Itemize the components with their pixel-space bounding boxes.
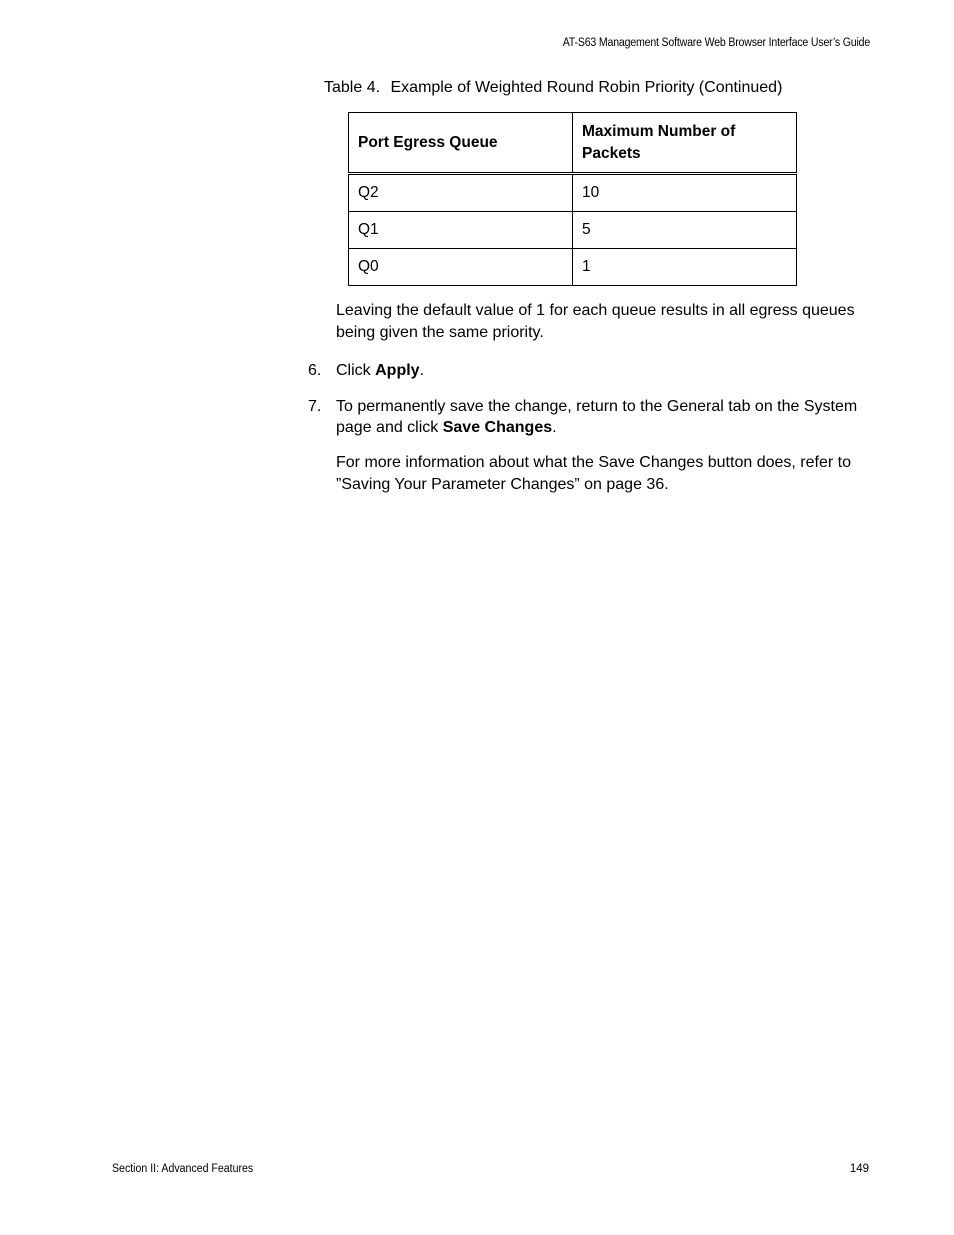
paragraph-more-information: For more information about what the Save Changes button does, refer to ”Saving Your Parameter Changes” on page 36. (336, 454, 851, 493)
step-text (336, 396, 866, 438)
table-caption (324, 79, 782, 97)
apply-label: Apply (375, 362, 420, 379)
table-row (349, 174, 797, 212)
column-header-port-egress-queue: Port Egress Queue (349, 113, 573, 174)
table-row (349, 212, 797, 249)
cell-queue: Q2 (349, 174, 573, 212)
step-number: 7. (308, 398, 322, 415)
step-text-prefix: To permanently save the change, return to the General tab on the System page and click (336, 398, 858, 436)
cell-max-packets: 5 (573, 212, 797, 249)
step-text-prefix: Click (336, 362, 376, 379)
cell-max-packets: 1 (573, 249, 797, 286)
step-text-suffix: . (419, 362, 425, 379)
footer-page-number: 149 (849, 1163, 869, 1175)
step-text-suffix: . (552, 419, 557, 436)
cell-queue: Q1 (349, 212, 573, 249)
weighted-round-robin-table (348, 112, 797, 286)
table-header-row (349, 113, 797, 174)
cell-max-packets: 10 (573, 174, 797, 212)
step-number: 6. (308, 362, 322, 379)
running-header: AT-S63 Management Software Web Browser Interface User’s Guide (562, 37, 870, 49)
table-caption-title: Example of Weighted Round Robin Priority (Continued) (390, 79, 783, 96)
footer-section-title: Section II: Advanced Features (112, 1163, 254, 1175)
table-caption-label: Table 4. (324, 79, 381, 96)
column-header-max-packets: Maximum Number of Packets (573, 113, 797, 174)
paragraph-default-value-note: Leaving the default value of 1 for each queue results in all egress queues being given the same priority. (336, 302, 855, 341)
cell-queue: Q0 (349, 249, 573, 286)
table-row (349, 249, 797, 286)
save-changes-label: Save Changes (442, 419, 553, 436)
step-text (336, 360, 866, 381)
